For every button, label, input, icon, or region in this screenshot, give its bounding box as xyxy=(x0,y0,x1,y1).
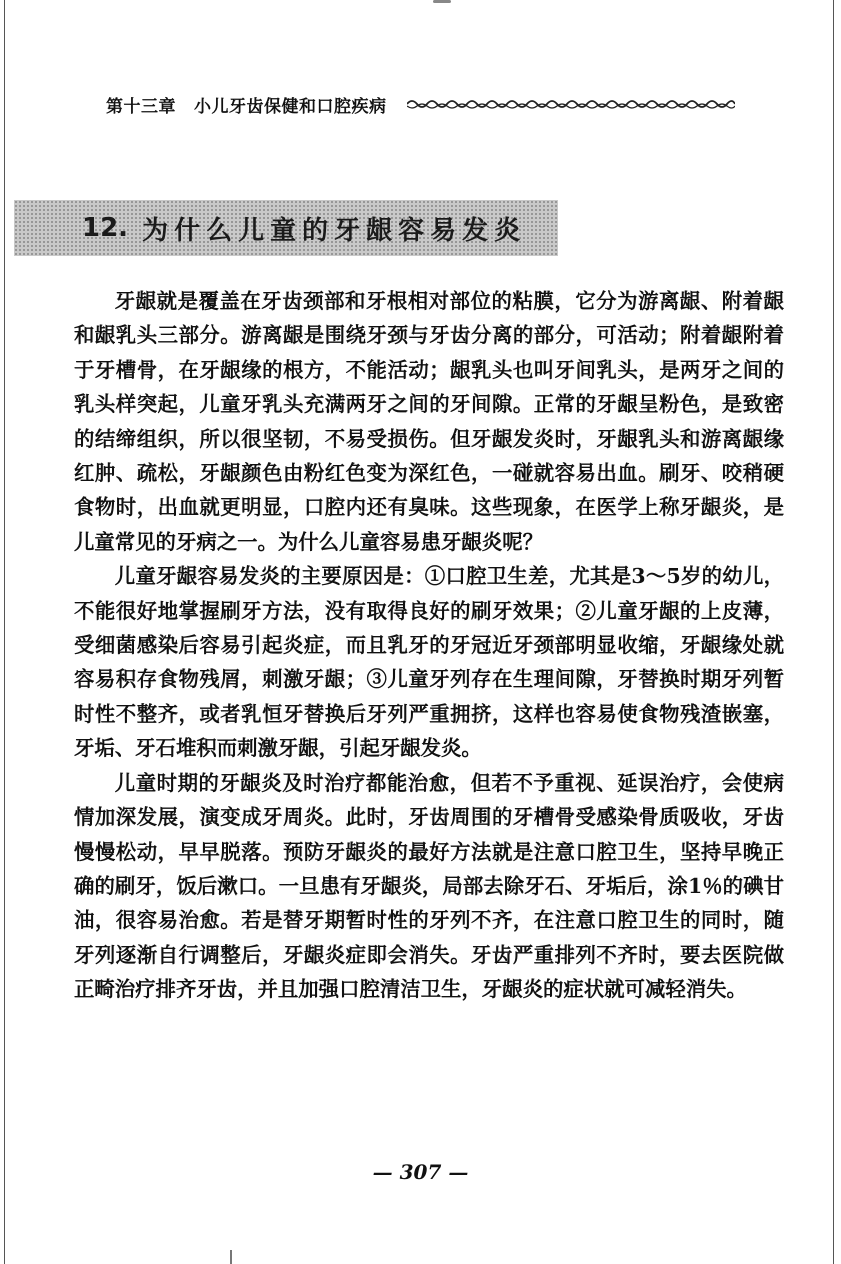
paragraph: 儿童牙龈容易发炎的主要原因是：①口腔卫生差，尤其是3～5岁的幼儿，不能很好地掌握刷牙方法，没有取得良好的刷牙效果；②儿童牙龈的上皮薄，受细菌感染后容易引起炎症，而且乳牙的牙冠近牙颈部明显收缩，牙龈缘处就容易积存食物残屑，刺激牙龈；③儿童牙列存在生理间隙，牙替换时期牙列暂时性不整齐，或者乳恒牙替换后牙列严重拥挤，这样也容易使食物残渣嵌塞，牙垢、牙石堆积而刺激牙龈，引起牙龈发炎。 xyxy=(74,564,784,761)
section-title: 为什么儿童的牙龈容易发炎 xyxy=(142,215,527,246)
section-number: 12. xyxy=(82,213,129,243)
paragraph: 儿童时期的牙龈炎及时治疗都能治愈，但若不予重视、延误治疗，会使病情加深发展，演变成牙周炎。此时，牙齿周围的牙槽骨受感染骨质吸收，牙齿慢慢松动，早早脱落。预防牙龈炎的最好方法就是注意口腔卫生，坚持早晚正确的刷牙，饭后漱口。一旦患有牙龈炎，局部去除牙石、牙垢后，涂1％的碘甘油，很容易治愈。若是替牙期暂时性的牙列不齐，在注意口腔卫生的同时，随牙列逐渐自行调整后，牙龈炎症即会消失。牙齿严重排列不齐时，要去医院做正畸治疗排齐牙齿，并且加强口腔清洁卫生，牙龈炎的症状就可减轻消失。 xyxy=(74,770,784,1002)
scan-mark-top xyxy=(433,0,451,3)
chapter-label: 第十三章 xyxy=(106,96,176,117)
page-number: — 307 — xyxy=(372,1160,469,1184)
decorative-wave-ornament xyxy=(407,97,735,111)
scan-mark-bottom xyxy=(230,1250,232,1264)
section-heading-banner xyxy=(14,200,558,256)
article-body xyxy=(74,284,784,1007)
chapter-title: 小儿牙齿保健和口腔疾病 xyxy=(194,96,387,117)
running-head xyxy=(106,90,735,118)
paragraph: 牙龈就是覆盖在牙齿颈部和牙根相对部位的粘膜，它分为游离龈、附着龈和龈乳头三部分。游离龈是围绕牙颈与牙齿分离的部分，可活动；附着龈附着于牙槽骨，在牙龈缘的根方，不能活动；龈乳头也叫牙间乳头，是两牙之间的乳头样突起，儿童牙乳头充满两牙之间的牙间隙。正常的牙龈呈粉色，是致密的结缔组织，所以很坚韧，不易受损伤。但牙龈发炎时，牙龈乳头和游离龈缘红肿、疏松，牙龈颜色由粉红色变为深红色，一碰就容易出血。刷牙、咬稍硬食物时，出血就更明显，口腔内还有臭味。这些现象，在医学上称牙龈炎，是儿童常见的牙病之一。为什么儿童容易患牙龈炎呢？ xyxy=(74,289,784,554)
